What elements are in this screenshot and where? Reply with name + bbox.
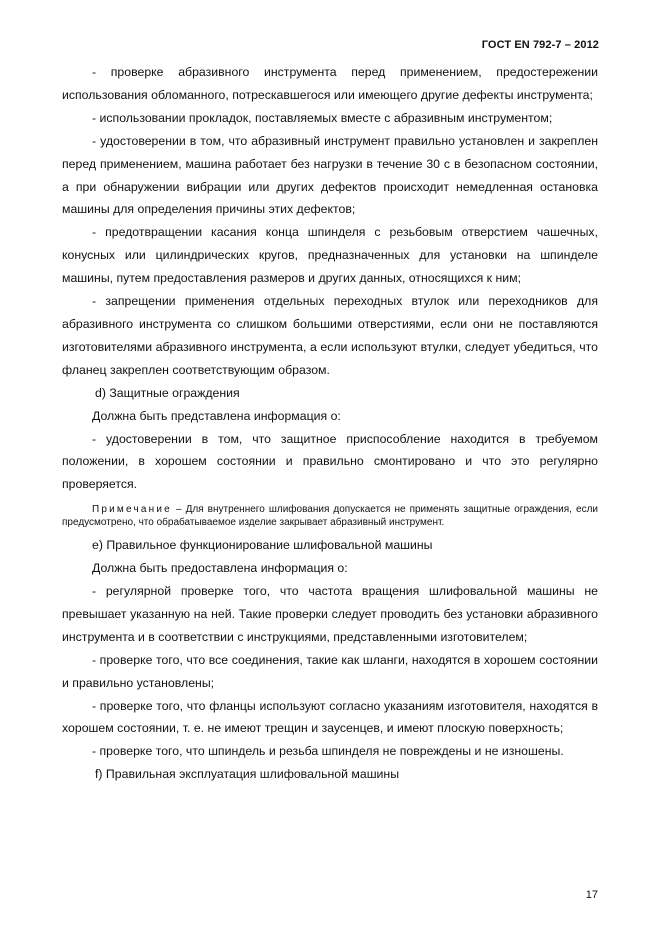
section-heading-e: e) Правильное функционирование шлифовальной машины (92, 538, 433, 553)
list-item: - удостоверении в том, что абразивный инструмент правильно установлен и закреплен перед применением, машина работает без нагрузки в течение 30 с в безопасном состоянии, а при обнаружении вибрации или других дефектов происходит немедленная остановка машины для определения причины этих дефектов; (62, 133, 598, 217)
section-heading-d: d) Защитные ограждения (95, 385, 240, 400)
intro-line: Должна быть предоставлена информация о: (92, 561, 348, 576)
note-text: – Для внутреннего шлифования допускается не применять защитные ограждения, если предусмотрено, что обрабатываемое изделие закрывает абразивный инструмент. (62, 504, 598, 529)
section-heading-f: f) Правильная эксплуатация шлифовальной машины (95, 767, 400, 782)
list-item: - проверке того, что все соединения, такие как шланги, находятся в хорошем состоянии и правильно установлены; (62, 652, 598, 690)
page-content (62, 61, 598, 786)
list-item: - использовании прокладок, поставляемых вместе с абразивным инструментом; (92, 110, 553, 125)
list-item: - проверке абразивного инструмента перед применением, предостережении использования обломанного, потрескавшегося или имеющего другие дефекты инструмента; (62, 65, 598, 102)
list-item: - запрещении применения отдельных переходных втулок или переходников для абразивного инструмента со слишком большими отверстиями, если они не поставляются изготовителями абразивного инструмента, а если используют втулки, следует убедиться, что фланец закреплен соответствующим образом. (62, 294, 598, 377)
note (62, 503, 598, 529)
list-item: - проверке того, что фланцы используют согласно указаниям изготовителя, находятся в хорошем состоянии, т. е. не имеют трещин и заусенцев, и имеют плоскую поверхность; (62, 698, 598, 736)
note-label: Примечание (92, 504, 172, 516)
standard-header: ГОСТ EN 792-7 – 2012 (481, 39, 599, 51)
page-number: 17 (585, 889, 598, 901)
list-item: - удостоверении в том, что защитное приспособление находится в требуемом положении, в хорошем состоянии и правильно смонтировано и что это регулярно проверяется. (62, 431, 598, 492)
list-item: - предотвращении касания конца шпинделя с резьбовым отверстием чашечных, конусных или цилиндрических кругов, предназначенных для установки на шпинделе машины, путем предоставления размеров и других данных, относящихся к ним; (62, 225, 598, 286)
list-item: - регулярной проверке того, что частота вращения шлифовальной машины не превышает указанную на ней. Такие проверки следует проводить без установки абразивного инструмента и в соответствии с инструкциями, представленными изготовителем; (62, 584, 598, 644)
list-item: - проверке того, что шпиндель и резьба шпинделя не повреждены и не изношены. (92, 744, 564, 759)
intro-line: Должна быть представлена информация о: (92, 408, 341, 423)
